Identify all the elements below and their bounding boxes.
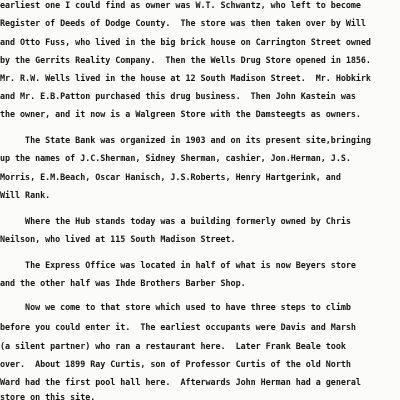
text-line: and Otto Fuss, who lived in the big brick house on Carrington Street owned <box>0 37 371 47</box>
text-line: and Mr. E.B.Patton purchased this drug business. Then John Kastein was <box>0 91 356 101</box>
text-line: up the names of J.C.Sherman, Sidney Sherman, cashier, Jon.Herman, J.S. <box>0 153 351 163</box>
text-line: Neilson, who lived at 115 South Madison Street. <box>0 234 236 244</box>
text-line: Mr. R.W. Wells lived in the house at 12 South Madison Street. Mr. Hobkirk <box>0 73 371 83</box>
text-line: and the other half was Ihde Brothers Barber Shop. <box>0 278 246 288</box>
text-line: over. About 1899 Ray Curtis, son of Professor Curtis of the old North <box>0 359 351 369</box>
text-line: (a silent partner) who ran a restaurant here. Later Frank Beale took <box>0 341 346 351</box>
text-line: Register of Deeds of Dodge County. The store was then taken over by Will <box>0 18 366 28</box>
text-line: Where the Hub stands today was a building formerly owned by Chris <box>0 216 351 226</box>
text-line: Will Rank. <box>0 190 51 200</box>
text-line: store on this site. <box>0 392 96 400</box>
text-line: Now we come to that store which used to have three steps to climb <box>0 302 351 312</box>
text-line: earliest one I could find as owner was W.T. Schwantz, who left to become <box>0 0 361 10</box>
text-line: by the Gerrits Reality Company. Then the Wells Drug Store opened in 1856. <box>0 55 371 65</box>
text-line: The State Bank was organized in 1903 and on its present site,bringing <box>0 135 371 145</box>
text-line: The Express Office was located in half of what is now Beyers store <box>0 260 356 270</box>
text-line: the owner, and it now is a Walgreen Store with the Damsteegts as owners. <box>0 109 361 119</box>
text-line: Morris, E.M.Beach, Oscar Hanisch, J.S.Roberts, Henry Hartgerink, and <box>0 172 341 182</box>
text-line: before you could enter it. The earliest occupants were Davis and Marsh <box>0 322 356 332</box>
text-line: Ward had the first pool hall here. Afterwards John Herman had a general <box>0 377 361 387</box>
